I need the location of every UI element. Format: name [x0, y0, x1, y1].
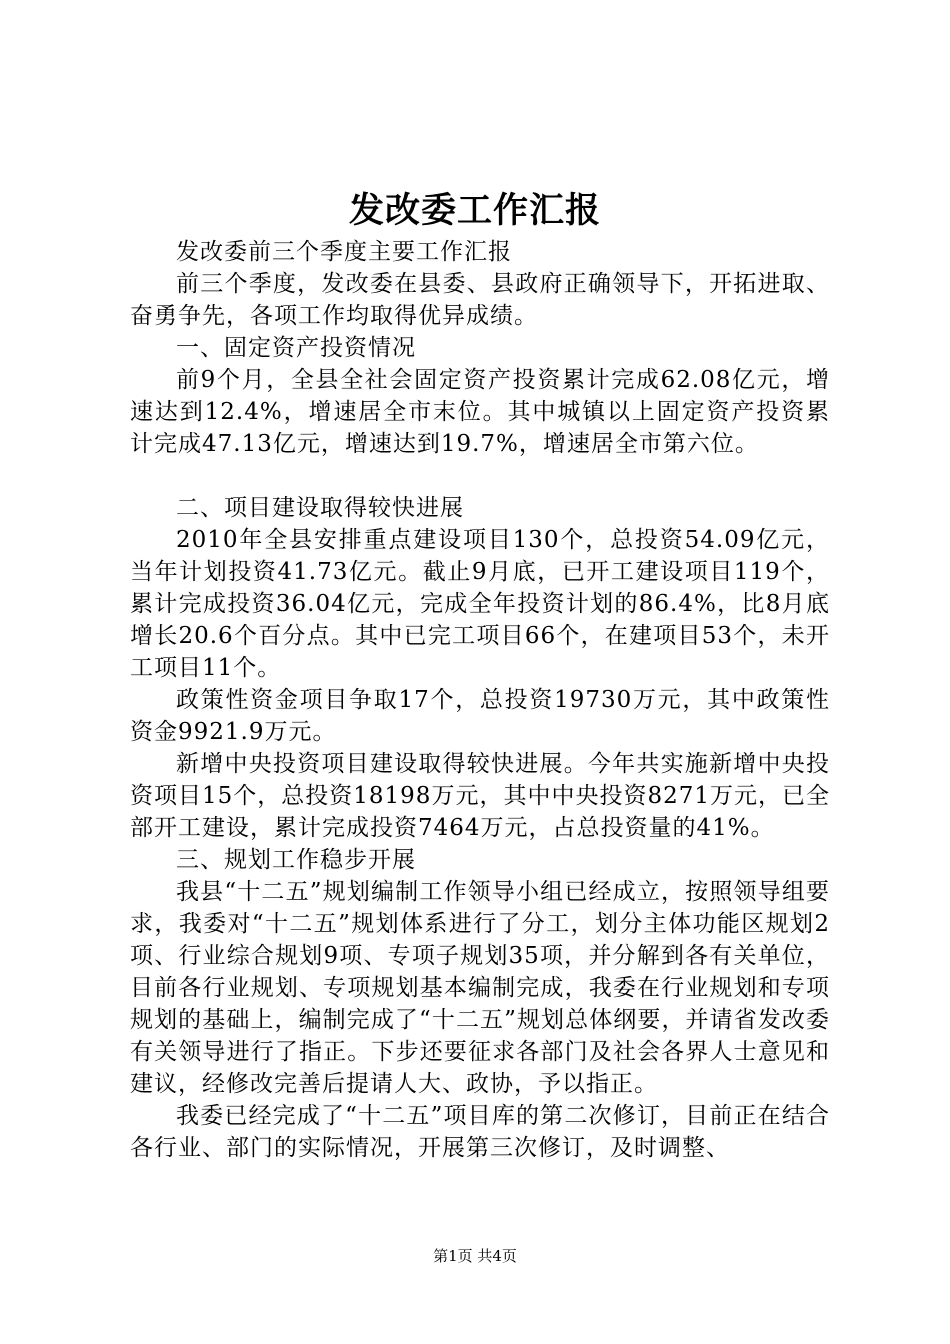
paragraph-project-library: 我委已经完成了“十二五”项目库的第二次修订，目前正在结合各行业、部门的实际情况，开展第三次修订，及时调整、 — [130, 1103, 830, 1161]
paragraph-investment: 前9个月，全县全社会固定资产投资累计完成62.08亿元，增速达到12.4%，增速居全市末位。其中城镇以上固定资产投资累计完成47.13亿元，增速达到19.7%，增速居全市第六位。 — [130, 367, 830, 457]
document-title: 发改委工作汇报 — [348, 190, 601, 231]
section-heading-1: 一、固定资产投资情况 — [176, 335, 416, 361]
paragraph-central-investment: 新增中央投资项目建设取得较快进展。今年共实施新增中央投资项目15个，总投资18198万元，其中中央投资8271万元，已全部开工建设，累计完成投资7464万元，占总投资量的41%。 — [130, 751, 830, 841]
paragraph-subtitle: 发改委前三个季度主要工作汇报 — [176, 239, 512, 265]
paragraph-planning: 我县“十二五”规划编制工作领导小组已经成立，按照领导组要求，我委对“十二五”规划体系进行了分工，划分主体功能区规划2项、行业综合规划9项、专项子规划35项，并分解到各有关单位，目前各行业规划、专项规划基本编制完成，我委在行业规划和专项规划的基础上，编制完成了“十二五”规划总体纲要，并请省发改委有关领导进行了指正。下步还要征求各部门及社会各界人士意见和建议，经修改完善后提请人大、政协，予以指正。 — [130, 879, 830, 1097]
paragraph-gap — [130, 460, 830, 492]
page-footer: 第1页 共4页 — [433, 1247, 517, 1265]
paragraph-projects: 2010年全县安排重点建设项目130个，总投资54.09亿元，当年计划投资41.73亿元。截止9月底，已开工建设项目119个，累计完成投资36.04亿元，完成全年投资计划的86.4%，比8月底增长20.6个百分点。其中已完工项目66个，在建项目53个，未开工项目11个。 — [130, 527, 830, 681]
section-heading-2: 二、项目建设取得较快进展 — [176, 495, 464, 521]
section-heading-3: 三、规划工作稳步开展 — [176, 847, 416, 873]
document-body — [130, 236, 830, 1164]
paragraph-policy-funds: 政策性资金项目争取17个，总投资19730万元，其中政策性资金9921.9万元。 — [130, 687, 830, 745]
paragraph-intro: 前三个季度，发改委在县委、县政府正确领导下，开拓进取、奋勇争先，各项工作均取得优异成绩。 — [130, 271, 830, 329]
